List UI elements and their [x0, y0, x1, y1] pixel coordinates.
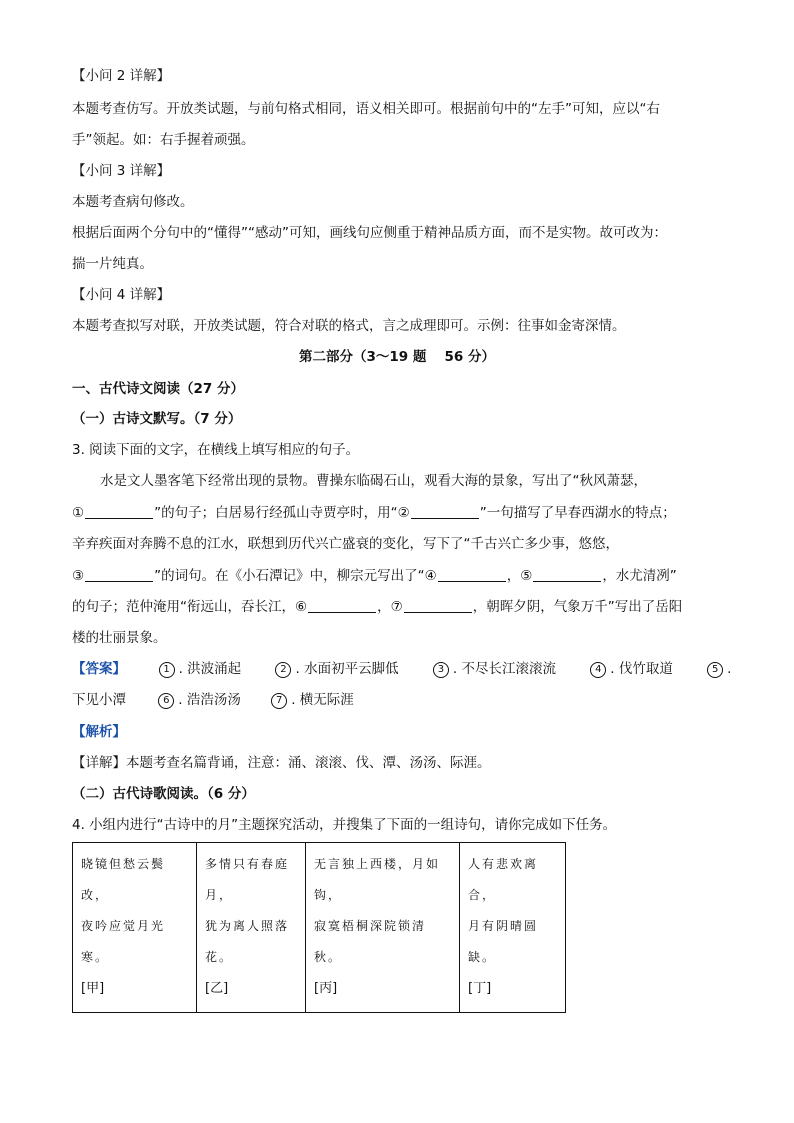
subsection-one-title: （一）古诗文默写。（7 分）: [72, 411, 242, 427]
question-3-paragraph-line-6: 楼的壮丽景象。: [72, 630, 167, 646]
sub-question-2-heading: 【小问 2 详解】: [72, 68, 171, 84]
option-number-1: 1: [159, 662, 175, 678]
subsection-two-title: （二）古代诗歌阅读。（6 分）: [72, 786, 255, 802]
sub-question-3-line-3: 揣一片纯真。: [72, 256, 153, 272]
poem-line: 无言独上西楼，月如: [314, 857, 441, 871]
detail-text: 本题考查名篇背诵，注意：涌、滚滚、伐、潭、汤汤、际涯。: [126, 755, 491, 771]
poem-cell-jia: [73, 843, 197, 1013]
section-one-title: 一、古代诗文阅读（27 分）: [72, 381, 244, 397]
sub-question-2-line-1: 本题考查仿写。开放类试题，与前句格式相同，语义相关即可。根据前句中的“左手”可知，应以“右: [72, 101, 660, 117]
poem-line: 钩，: [314, 888, 343, 902]
question-3-paragraph-line-5: [72, 597, 722, 617]
option-number-4: 4: [590, 662, 606, 678]
blank-label-1: ①: [72, 505, 85, 521]
poem-cell-ding: [460, 843, 566, 1013]
text-segment: ”的词句。在《小石潭记》中，柳宗元写出了“④: [154, 568, 437, 584]
poem-line: 多情只有春庭: [205, 857, 290, 871]
answer-blank-6[interactable]: [308, 598, 376, 613]
poem-line: 秋。: [314, 950, 343, 964]
poem-line: 缺。: [468, 950, 497, 964]
poem-line: 改，: [81, 888, 110, 902]
answer-blank-1[interactable]: [85, 504, 153, 519]
detail-line: [72, 753, 722, 773]
question-3-paragraph-line-1: 水是文人墨客笔下经常出现的景物。曹操东临碣石山，观看大海的景象，写出了“秋风萧瑟，: [100, 473, 647, 489]
analysis-tag: 【解析】: [72, 724, 126, 740]
poem-label: [甲]: [81, 981, 105, 996]
answer-option-3: 3 . 不尽长江滚滚流: [433, 659, 556, 679]
text-segment: ，朝晖夕阴，气象万千”写出了岳阳: [472, 599, 683, 615]
poem-cell-yi: [197, 843, 306, 1013]
text-segment: ”的句子；白居易行经孤山寺贾亭时，用“②: [154, 505, 410, 521]
answer-option-4: 4 . 伐竹取道: [590, 659, 673, 679]
answer-tag: 【答案】: [72, 661, 126, 677]
sub-question-3-line-2: 根据后面两个分句中的“懂得”“感动”可知，画线句应侧重于精神品质方面，而不是实物。故可改为：: [72, 225, 667, 241]
sub-question-4-line-1: 本题考查拟写对联，开放类试题，符合对联的格式，言之成理即可。示例：往事如金寄深情。: [72, 318, 626, 334]
poem-table: [72, 842, 566, 1013]
answer-option-7: 7 . 横无际涯: [271, 690, 354, 710]
poem-line: 花。: [205, 950, 234, 964]
option-number-7: 7: [271, 693, 287, 709]
sub-question-4-heading: 【小问 4 详解】: [72, 287, 171, 303]
poem-cell-bing: [306, 843, 460, 1013]
poem-label: [乙]: [205, 981, 229, 996]
text-segment: 的句子；范仲淹用“衔远山，吞长江，⑥: [72, 599, 308, 615]
answer-line-2: [72, 690, 722, 710]
poem-label: [丙]: [314, 981, 338, 996]
part-two-title: 第二部分（3～19 题 56 分）: [298, 349, 496, 365]
text-segment: ，水尤清冽”: [602, 568, 677, 584]
option-number-2: 2: [275, 662, 291, 678]
answer-line-1: [72, 659, 732, 679]
poem-label: [丁]: [468, 981, 492, 996]
answer-option-2: 2 . 水面初平云脚低: [275, 659, 398, 679]
analysis-line: [72, 722, 722, 742]
answer-blank-7[interactable]: [404, 598, 472, 613]
answer-blank-4[interactable]: [438, 567, 506, 582]
answer-option-1: 1 . 洪波涌起: [159, 659, 242, 679]
answer-blank-2[interactable]: [411, 504, 479, 519]
sub-question-3-line-1: 本题考查病句修改。: [72, 194, 194, 210]
poem-line: 人有悲欢离: [468, 857, 539, 871]
answer-blank-3[interactable]: [85, 567, 153, 582]
text-segment: ”一句描写了早春西湖水的特点；: [479, 505, 676, 521]
poem-line: 寒。: [81, 950, 110, 964]
option-number-6: 6: [158, 693, 174, 709]
question-3-paragraph-line-2: [72, 503, 722, 523]
poem-line: 夜吟应觉月光: [81, 919, 166, 933]
poem-line: 合，: [468, 888, 497, 902]
poem-line: 月，: [205, 888, 234, 902]
detail-tag: 【详解】: [72, 755, 126, 771]
sub-question-2-line-2: 手”领起。如：右手握着顽强。: [72, 132, 255, 148]
question-4-stem: 4. 小组内进行“古诗中的月”主题探究活动，并搜集了下面的一组诗句，请你完成如下任务。: [72, 817, 617, 833]
option-number-5: 5: [707, 662, 723, 678]
question-3-paragraph-line-4: [72, 566, 722, 586]
sub-question-3-heading: 【小问 3 详解】: [72, 163, 171, 179]
answer-blank-5[interactable]: [533, 567, 601, 582]
text-segment: ，⑤: [506, 568, 533, 584]
poem-line: 寂寞梧桐深院锁清: [314, 919, 427, 933]
poem-table-row: [73, 843, 566, 1013]
poem-line: 月有阴晴圆: [468, 919, 539, 933]
text-segment: ，⑦: [377, 599, 403, 615]
question-3-stem: 3. 阅读下面的文字，在横线上填写相应的句子。: [72, 442, 360, 458]
question-3-paragraph-line-3: 辛弃疾面对奔腾不息的江水，联想到历代兴亡盛衰的变化，写下了“千古兴亡多少事，悠悠，: [72, 536, 619, 552]
answer-option-6: 6 . 浩浩汤汤: [158, 690, 241, 710]
blank-label-3: ③: [72, 568, 85, 584]
poem-line: 晓镜但愁云鬓: [81, 857, 166, 871]
answer-option-5: 5 .: [707, 659, 731, 679]
answer-option-5-text: 下见小潭: [72, 692, 126, 708]
poem-line: 犹为离人照落: [205, 919, 290, 933]
option-number-3: 3: [433, 662, 449, 678]
